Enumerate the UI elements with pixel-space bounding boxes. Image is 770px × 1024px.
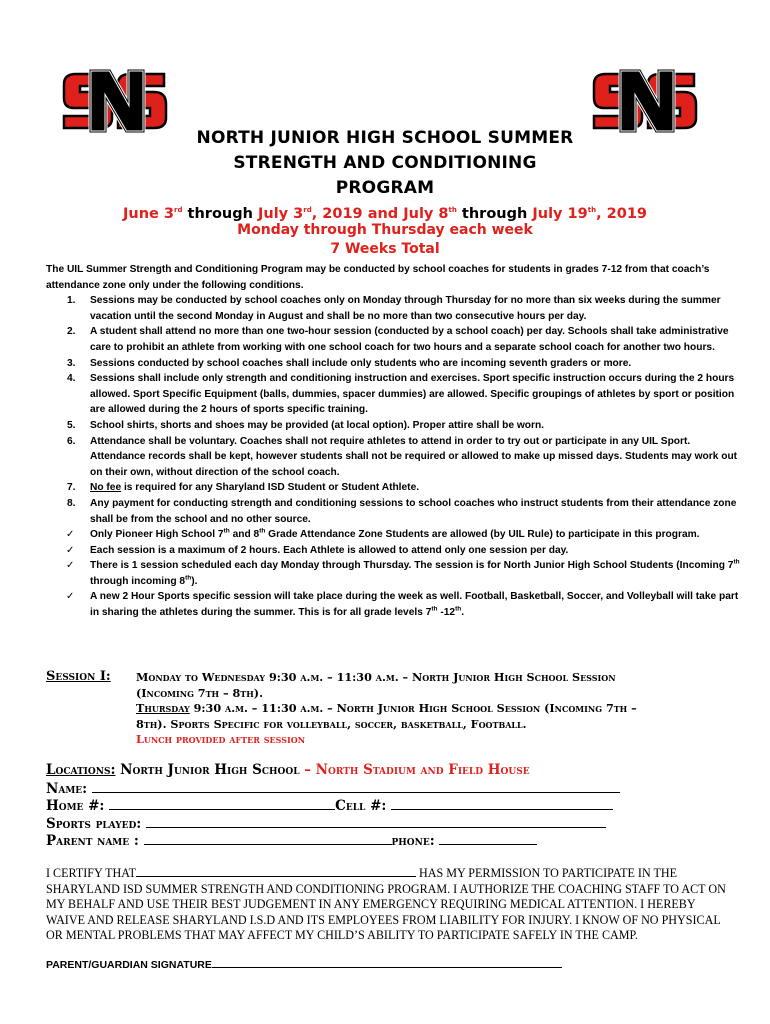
home-phone-field[interactable] (109, 797, 335, 810)
phone-row (46, 797, 746, 815)
session-block (46, 670, 736, 748)
date-mid: , 2019 and July 8 (311, 205, 449, 222)
name-label: Name: (46, 780, 92, 797)
sports-label: Sports played: (46, 815, 146, 832)
check-text: Each session is a maximum of 2 hours. Each Athlete is allowed to attend only one session per day. (90, 544, 569, 556)
rule-number: 2. (67, 326, 76, 338)
title-line-1: NORTH JUNIOR HIGH SCHOOL SUMMER (196, 128, 574, 148)
checkmark-icon: ✓ (66, 544, 75, 556)
rule-item (46, 293, 746, 324)
sports-row (46, 815, 746, 833)
rule-number: 3. (67, 357, 76, 369)
title-line-2: STRENGTH AND CONDITIONING (233, 153, 537, 173)
registration-form (46, 762, 746, 850)
child-name-field[interactable] (136, 864, 416, 877)
sup: th (223, 527, 230, 535)
checkmark-icon: ✓ (66, 560, 75, 572)
sup: th (431, 605, 438, 613)
check-item (46, 558, 746, 589)
rules-list (46, 293, 746, 620)
certify-start: I CERTIFY THAT (46, 866, 136, 880)
cell-label: Cell #: (335, 798, 392, 814)
rule-number: 1. (67, 295, 76, 307)
date-year: , 2019 (596, 205, 647, 222)
rule-number: 4. (67, 373, 76, 385)
title-line-3: PROGRAM (335, 178, 435, 198)
check-text: . (461, 607, 465, 619)
sup: th (185, 574, 192, 582)
rule-item (46, 356, 746, 372)
locations-label: Locations: (46, 762, 116, 778)
checkmark-icon: ✓ (66, 591, 75, 603)
parent-label: Parent name : (46, 833, 144, 849)
certify-rest: HAS MY PERMISSION TO PARTICIPATE IN THE SHARYLAND ISD SUMMER STRENGTH AND CONDITIONING PROGRAM. I AUTHORIZE THE COACHING STAFF TO ACT ON MY BEHALF AND USE THEIR BEST JUDGEMENT IN ANY EMERGENCY REQUIRING MEDICAL ATTENTION. I HEREBY WAIVE AND RELEASE SHARYLAND I.S.D AND ITS EMPLOYEES FROM LIABILITY FOR INJURY. I KNOW OF NO PHYSICAL OR MENTAL PROBLEMS THAT MAY AFFECT MY CHILD’S ABILITY TO PARTICIPATE SAFELY IN THE CAMP. (46, 866, 726, 942)
check-text: and 8 (229, 529, 260, 541)
rule-item (46, 418, 746, 434)
locations-value: North Junior High School (115, 762, 305, 778)
parent-name-field[interactable] (144, 832, 392, 845)
date-end-1-sup: rd (303, 206, 312, 214)
name-row (46, 780, 746, 798)
session-line-3-rest: 9:30 a.m. – 11:30 a.m. – North Junior High School Session (Incoming 7th – (189, 701, 637, 715)
date-end-2: July 19 (532, 205, 588, 222)
sup: th (733, 558, 740, 566)
session-line-2: (Incoming 7th – 8th). (136, 685, 263, 700)
sup: th (259, 527, 266, 535)
rule-number: 6. (67, 435, 76, 447)
rule-number: 5. (67, 419, 76, 431)
date-start-1: June 3 (123, 205, 175, 222)
intro-paragraph: The UIL Summer Strength and Conditioning Program may be conducted by school coaches for students in grades 7-12 from that coach’s attendance zone only under the following conditions. (46, 264, 710, 291)
check-text: Grade Attendance Zone Students are allowed (by UIL Rule) to participate in this program. (265, 529, 700, 541)
check-text: -12 (437, 607, 456, 619)
rule-text: is required for any Sharyland ISD Student or Student Athlete. (121, 482, 420, 494)
parent-phone-field[interactable] (439, 832, 537, 845)
session-line-4: 8th). Sports Specific for volleyball, soccer, basketball, Football. (136, 716, 527, 731)
sports-field[interactable] (146, 815, 606, 828)
signature-row (46, 957, 646, 971)
locations-row (46, 762, 746, 780)
through-2: through (456, 205, 533, 222)
sup: th (455, 605, 462, 613)
check-item (46, 543, 746, 559)
rule-text: Attendance shall be voluntary. Coaches shall not require athletes to attend in order to try out or participate in any UIL Sport. Attendance records shall be kept, however students shall not be required or allowed to make up missed days. Students may work out on their own, without direction of the school coach. (90, 435, 738, 478)
session-line-1: Monday to Wednesday 9:30 a.m. – 11:30 a.m. – North Junior High School Session (136, 670, 616, 684)
session-thursday: Thursday (136, 701, 190, 715)
rule-item (46, 324, 746, 355)
check-text: Only Pioneer High School 7 (90, 529, 224, 541)
rule-text: School shirts, shorts and shoes may be provided (at local option). Proper attire shall be worn. (90, 419, 544, 431)
name-field[interactable] (92, 780, 620, 793)
check-item (46, 527, 746, 543)
date-start-1-sup: rd (174, 206, 183, 214)
certification-paragraph (46, 864, 726, 944)
schedule-text: Monday through Thursday each week (237, 222, 533, 238)
rule-item (46, 371, 746, 418)
check-text: through incoming 8 (90, 575, 186, 587)
date-end-1: July 3 (257, 205, 304, 222)
rule-text: Sessions conducted by school coaches shall include only students who are incoming seventh graders or more. (90, 357, 632, 369)
locations-extra: – North Stadium and Field House (304, 762, 530, 778)
signature-label: PARENT/GUARDIAN SIGNATURE (46, 959, 212, 971)
home-label: Home #: (46, 798, 110, 814)
signature-field[interactable] (212, 957, 562, 968)
rule-text: Sessions may be conducted by school coaches only on Monday through Thursday for no more than six weeks during the summer vacation until the second Monday in August and shall be no more than two consecutive hours per day. (90, 295, 721, 322)
parent-phone-label: phone: (391, 833, 440, 849)
page-title (0, 126, 770, 201)
parent-row (46, 832, 746, 850)
rule-text: Any payment for conducting strength and conditioning sessions to school coaches who instruct students from their attendance zone shall be from the school and no other source. (90, 497, 737, 525)
rule-item (46, 434, 746, 481)
check-text: A new 2 Hour Sports specific session will take place during the week as well. Football, Basketball, Soccer, and Volleyball will take part in sharing the athletes during the summer. This is for all grade levels 7 (90, 591, 739, 619)
rule-number: 7. (67, 482, 76, 494)
date-start-2-sup: th (448, 206, 457, 214)
check-text: ). (191, 575, 198, 587)
checkmark-icon: ✓ (66, 529, 75, 541)
cell-phone-field[interactable] (391, 797, 613, 810)
program-dates (0, 201, 770, 223)
rule-number: 8. (67, 497, 76, 509)
session-line-3 (136, 701, 736, 717)
rule-item (46, 480, 746, 496)
through-1: through (182, 205, 258, 222)
total-weeks-text: 7 Weeks Total (330, 241, 440, 257)
rule-item (46, 496, 746, 527)
check-text: There is 1 session scheduled each day Monday through Thursday. The session is for North Junior High School Students (Incoming 7 (90, 560, 734, 572)
lunch-note: Lunch provided after session (136, 732, 306, 746)
no-fee-text: No fee (90, 482, 122, 494)
check-item (46, 589, 746, 620)
rule-text: Sessions shall include only strength and conditioning instruction and exercises. Sport specific instruction occurs during the 2 hours allowed. Sport Specific Equipment (balls, dummies, spacer dummies) are allowed. Specific groupings of athletes by sport or position are allowed during the 2 hours of sports specific training. (90, 373, 735, 416)
rule-text: A student shall attend no more than one two-hour session (conducted by a school coach) per day. Schools shall take administrative care to prohibit an athlete from working with one school coach for two hours and a separate school coach for another two hours. (90, 326, 729, 353)
session-label: Session I: (46, 669, 111, 684)
date-end-2-sup: th (587, 206, 597, 214)
rules-section (46, 262, 746, 621)
